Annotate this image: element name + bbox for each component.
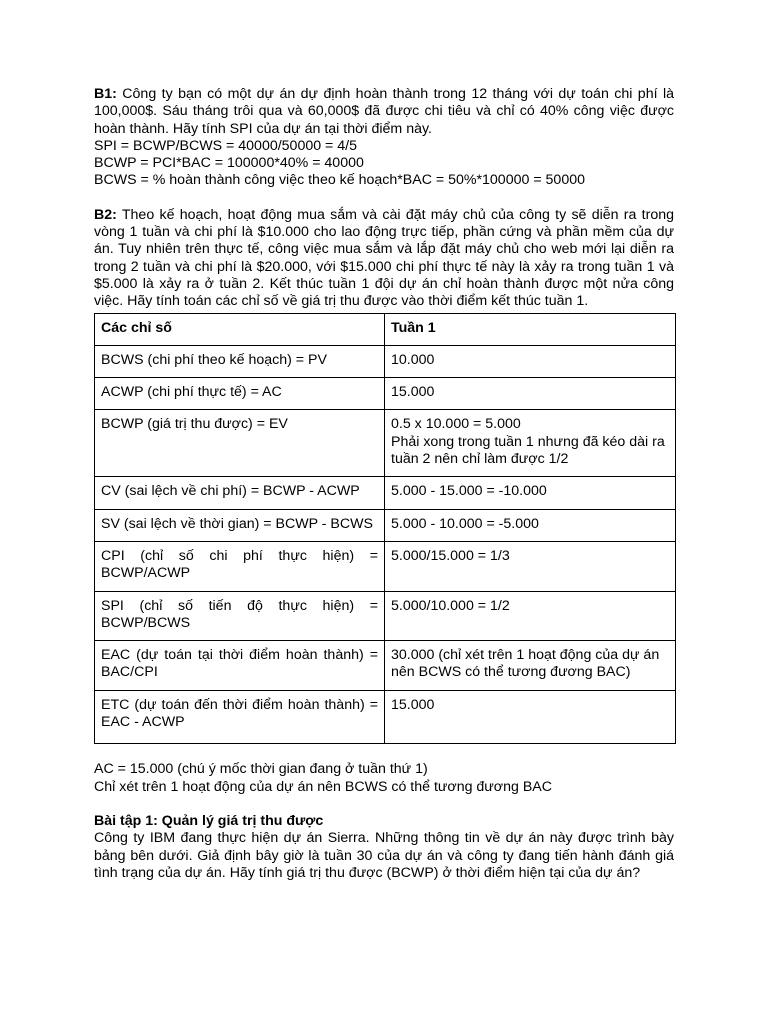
- note-bcws: Chỉ xét trên 1 hoạt động của dự án nên BCWS có thể tương đương BAC: [94, 778, 553, 795]
- value-line: 5.000/15.000 = 1/3: [391, 547, 510, 564]
- table-row: [95, 477, 676, 509]
- value-line: 0.5 x 10.000 = 5.000: [391, 416, 521, 433]
- metric-name: CPI (chỉ số chi phí thực hiện) = BCWP/ACWP: [95, 541, 385, 591]
- table-row: [95, 345, 676, 377]
- value-line: 5.000 - 15.000 = -10.000: [391, 483, 547, 500]
- table-row: [95, 541, 676, 591]
- metric-value: [385, 509, 676, 541]
- b1-text: Công ty bạn có một dự án dự định hoàn thành trong 12 tháng với dự toán chi phí là 100,000$. Sáu tháng trôi qua và 60,000$ đã được chi tiêu và chỉ có 40% công việc được hoàn thành. Hãy tính SPI của dự án tại thời điểm này.: [94, 86, 674, 137]
- b2-text: Theo kế hoạch, hoạt động mua sắm và cài đặt máy chủ của công ty sẽ diễn ra trong vòng 1 tuần và chi phí là $10.000 cho lao động trực tiếp, phần cứng và phần mềm của dự án. Tuy nhiên trên thực tế, công việc mua sắm và lắp đặt máy chủ cho web mới lại diễn ra trong 2 tuần và chi phí là $20.000, với $15.000 chi phí thực tế này là xảy ra trong tuần 1 và $5.000 là xảy ra ở tuần 2. Kết thúc tuần 1 đội dự án chỉ hoàn thành được một nửa công việc. Hãy tính toán các chỉ số về giá trị thu được vào thời điểm kết thúc tuần 1.: [94, 206, 674, 310]
- metric-value: [385, 345, 676, 377]
- table-header-row: [95, 313, 676, 345]
- exercise-text: Công ty IBM đang thực hiện dự án Sierra. Những thông tin về dự án này được trình bày bảng bên dưới. Giả định bây giờ là tuần 30 của dự án và công ty đang tiến hành đánh giá tình trạng của dự án. Hãy tính giá trị thu được (BCWP) ở thời điểm hiện tại của dự án?: [94, 830, 674, 881]
- table-row: [95, 591, 676, 641]
- value-line: 5.000 - 10.000 = -5.000: [391, 515, 539, 532]
- document-page: [94, 86, 674, 882]
- metric-value: [385, 410, 676, 477]
- metric-value: [385, 641, 676, 691]
- metric-value: [385, 378, 676, 410]
- header-metrics: Các chỉ số: [95, 313, 385, 345]
- metric-name: CV (sai lệch về chi phí) = BCWP - ACWP: [95, 477, 385, 509]
- value-note: Phải xong trong tuần 1 nhưng đã kéo dài ra tuần 2 nên chỉ làm được 1/2: [391, 433, 665, 468]
- b2-label: B2:: [94, 206, 117, 223]
- metric-value: [385, 541, 676, 591]
- value-line: 10.000: [391, 351, 435, 368]
- metric-value: [385, 477, 676, 509]
- table-row: [95, 690, 676, 744]
- value-line: 15.000: [391, 696, 435, 713]
- b2-problem: [94, 207, 674, 311]
- table-row: [95, 509, 676, 541]
- metric-name: ACWP (chi phí thực tế) = AC: [95, 378, 385, 410]
- metric-name: ETC (dự toán đến thời điểm hoàn thành) = EAC - ACWP: [95, 690, 385, 744]
- table-row: [95, 378, 676, 410]
- metric-name: BCWP (giá trị thu được) = EV: [95, 410, 385, 477]
- metric-value: [385, 591, 676, 641]
- value-line: 15.000: [391, 384, 435, 401]
- value-line: 30.000 (chỉ xét trên 1 hoạt động của dự án nên BCWS có thể tương đương BAC): [391, 647, 660, 681]
- b1-formula-bcwp: BCWP = PCI*BAC = 100000*40% = 40000: [94, 155, 364, 172]
- b1-label: B1:: [94, 86, 117, 102]
- b1-formula-spi: SPI = BCWP/BCWS = 40000/50000 = 4/5: [94, 137, 358, 154]
- metric-value: [385, 690, 676, 744]
- table-row: [95, 641, 676, 691]
- metric-name: BCWS (chi phí theo kế hoạch) = PV: [95, 345, 385, 377]
- metric-name: SV (sai lệch về thời gian) = BCWP - BCWS: [95, 509, 385, 541]
- b1-problem: [94, 86, 674, 138]
- header-week1: Tuần 1: [385, 313, 676, 345]
- table-row: [95, 410, 676, 477]
- value-line: 5.000/10.000 = 1/2: [391, 597, 510, 614]
- exercise-title: [94, 813, 674, 830]
- b1-formula-bcws: BCWS = % hoàn thành công việc theo kế hoạch*BAC = 50%*100000 = 50000: [94, 172, 585, 189]
- metrics-table: [94, 313, 676, 745]
- metric-name: SPI (chỉ số tiến độ thực hiện) = BCWP/BCWS: [95, 591, 385, 641]
- note-ac: AC = 15.000 (chú ý mốc thời gian đang ở tuần thứ 1): [94, 761, 428, 778]
- exercise-title-text: Bài tập 1: Quản lý giá trị thu được: [94, 812, 324, 829]
- metric-name: EAC (dự toán tại thời điểm hoàn thành) = BAC/CPI: [95, 641, 385, 691]
